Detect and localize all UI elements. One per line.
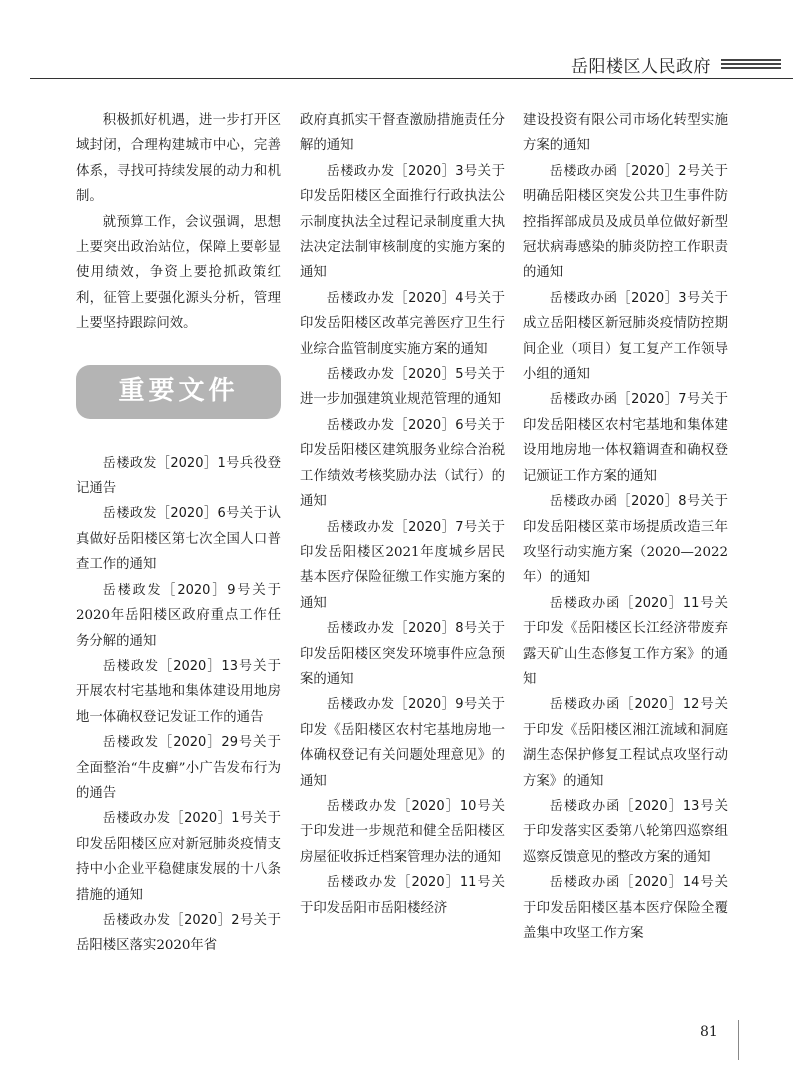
document-title: 关于明确岳阳楼区突发公共卫生事件防控指挥部成员及成员单位做好新型冠状病毒感染的肺炎防控工作职责的通知: [523, 163, 729, 281]
document-entry: [300, 794, 505, 870]
document-title: 关于印发岳阳楼区建筑服务业综合治税工作绩效考核奖励办法（试行）的通知: [300, 417, 506, 510]
document-number: 岳楼政办函［2020］8号: [549, 494, 701, 510]
intro-paragraph: 就预算工作，会议强调，思想上要突出政治站位，保障上要彰显使用绩效，争资上要抢抓政策红利，征管上要强化源头分析，管理上要坚持跟踪问效。: [76, 214, 281, 332]
continued-text: 政府真抓实干督查激励措施责任分解的通知: [300, 113, 505, 154]
document-title: 关于印发《岳阳楼区长江经济带废弃露天矿山生态修复工作方案》的通知: [523, 595, 728, 687]
document-number: 岳楼政办函［2020］2号: [549, 163, 701, 179]
document-number: 岳楼政办函［2020］12号: [549, 697, 715, 713]
document-title: 关于印发岳阳楼区突发环境事件应急预案的通知: [300, 621, 506, 687]
document-title: 关于全面整治“牛皮癣”小广告发布行为的通告: [76, 735, 281, 801]
document-title: 关于印发岳阳楼区基本医疗保险全覆盖集中攻坚工作方案: [523, 875, 728, 941]
doc-list: [300, 159, 505, 921]
document-entry: [76, 806, 281, 908]
document-title: 关于印发岳阳市岳阳楼经济: [300, 875, 505, 916]
document-number: 岳楼政办函［2020］13号: [549, 798, 715, 814]
doc-list: [523, 159, 728, 947]
document-number: 岳楼政办函［2020］11号: [549, 595, 715, 611]
document-entry: [523, 489, 728, 591]
document-entry: [300, 515, 505, 617]
document-entry: [76, 730, 281, 806]
document-title: 关于认真做好岳阳楼区第七次全国人口普查工作的通知: [76, 506, 281, 573]
document-entry: [523, 387, 728, 489]
running-header-title: 岳阳楼区人民政府: [571, 57, 711, 77]
document-title: 关于印发岳阳楼区改革完善医疗卫生行业综合监管制度实施方案的通知: [300, 290, 506, 357]
column-2: [300, 108, 505, 921]
document-number: 岳楼政办发［2020］7号: [326, 519, 478, 535]
document-entry: [300, 413, 505, 515]
document-entry: [300, 159, 505, 286]
document-number: 岳楼政办函［2020］14号: [549, 875, 715, 891]
document-entry: [76, 908, 281, 959]
document-entry: [523, 870, 728, 946]
document-entry: [300, 692, 505, 794]
document-number: 岳楼政办发［2020］10号: [326, 798, 492, 814]
document-title: 关于印发进一步规范和健全岳阳楼区房屋征收拆迁档案管理办法的通知: [300, 798, 505, 865]
document-title: 关于印发岳阳楼区菜市场提质改造三年攻坚行动实施方案（2020—2022年）的通知: [523, 494, 729, 586]
document-title: 关于2020年岳阳楼区政府重点工作任务分解的通知: [76, 582, 281, 649]
document-entry: [76, 654, 281, 730]
document-entry: [300, 870, 505, 921]
document-number: 岳楼政办发［2020］11号: [326, 875, 492, 891]
document-number: 岳楼政发［2020］9号: [102, 582, 253, 598]
document-entry: [76, 451, 281, 502]
document-title: 关于印发岳阳楼区2021年度城乡居民基本医疗保险征缴工作实施方案的通知: [300, 519, 506, 611]
document-entry: [523, 692, 728, 794]
document-number: 岳楼政办发［2020］6号: [326, 417, 478, 433]
page-number: 81: [700, 1024, 718, 1040]
continued-text: 建设投资有限公司市场化转型实施方案的通知: [523, 113, 728, 154]
column-1: [76, 108, 281, 959]
document-title: 关于印发岳阳楼区全面推行行政执法公示制度执法全过程记录制度重大执法决定法制审核制度的实施方案的通知: [300, 163, 506, 281]
document-entry: [523, 159, 728, 286]
document-title: 兵役登记通告: [76, 455, 281, 497]
doc-list: [76, 451, 281, 959]
document-number: 岳楼政办发［2020］1号: [102, 811, 254, 827]
document-number: 岳楼政发［2020］1号: [102, 455, 240, 471]
document-number: 岳楼政发［2020］29号: [102, 735, 254, 751]
header-rule: [30, 78, 793, 79]
page-header: [0, 0, 793, 80]
document-entry: [523, 286, 728, 388]
document-title: 关于印发岳阳楼区农村宅基地和集体建设用地房地一体权籍调查和确权登记颁证工作方案的通知: [523, 392, 729, 484]
intro-paragraph: 积极抓好机遇，进一步打开区域封闭，合理构建城市中心，完善体系，寻找可持续发展的动力和机制。: [76, 113, 281, 205]
document-entry: [76, 501, 281, 577]
document-number: 岳楼政发［2020］13号: [102, 658, 254, 674]
document-title: 关于印发落实区委第八轮第四巡察组巡察反馈意见的整改方案的通知: [523, 798, 728, 865]
document-title: 关于印发岳阳楼区应对新冠肺炎疫情支持中小企业平稳健康发展的十八条措施的通知: [76, 811, 282, 903]
document-entry: [300, 616, 505, 692]
document-title: 关于印发《岳阳楼区农村宅基地房地一体确权登记有关问题处理意见》的通知: [300, 697, 506, 789]
document-entry: [76, 578, 281, 654]
document-title: 关于岳阳楼区落实2020年省: [76, 912, 282, 954]
document-number: 岳楼政办发［2020］4号: [326, 290, 478, 306]
document-entry: [300, 362, 505, 413]
document-entry: [300, 286, 505, 362]
document-number: 岳楼政办函［2020］3号: [549, 290, 701, 306]
section-heading-box: [76, 365, 281, 419]
document-number: 岳楼政发［2020］6号: [102, 506, 240, 522]
header-stripes-decoration: [721, 59, 781, 73]
document-title: 关于开展农村宅基地和集体建设用地房地一体确权登记发证工作的通告: [76, 658, 281, 725]
footer-rule: [738, 1020, 739, 1060]
document-number: 岳楼政办发［2020］5号: [326, 367, 478, 383]
section-title: 重要文件: [118, 375, 239, 406]
document-entry: [523, 794, 728, 870]
document-number: 岳楼政办函［2020］7号: [549, 392, 701, 408]
document-number: 岳楼政办发［2020］9号: [326, 697, 478, 713]
document-title: 关于成立岳阳楼区新冠肺炎疫情防控期间企业（项目）复工复产工作领导小组的通知: [523, 290, 729, 383]
column-3: [523, 108, 728, 946]
document-number: 岳楼政办发［2020］8号: [326, 621, 478, 637]
document-title: 关于印发《岳阳楼区湘江流域和洞庭湖生态保护修复工程试点攻坚行动方案》的通知: [523, 697, 728, 789]
document-entry: [523, 591, 728, 693]
document-number: 岳楼政办发［2020］2号: [102, 912, 254, 928]
document-title: 关于进一步加强建筑业规范管理的通知: [300, 367, 506, 408]
document-number: 岳楼政办发［2020］3号: [326, 163, 478, 179]
